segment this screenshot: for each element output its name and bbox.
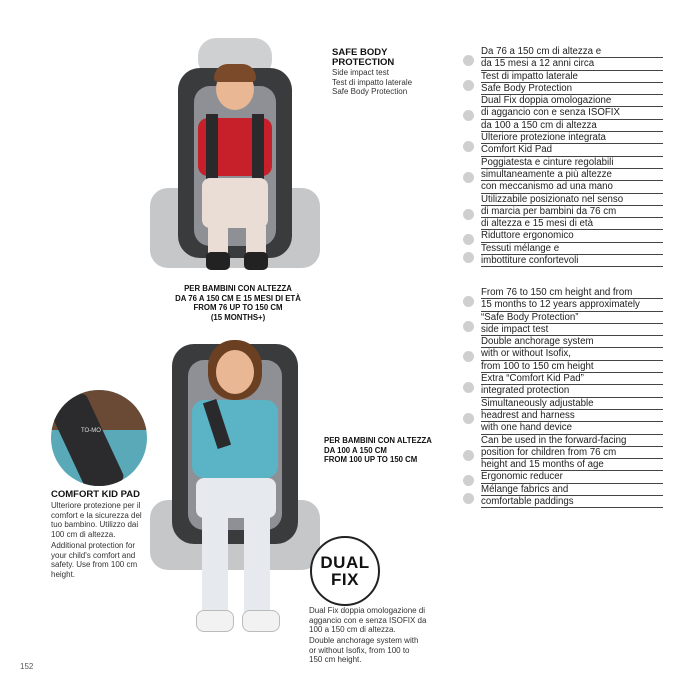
feature-line: con meccanismo ad una mano xyxy=(481,181,663,193)
safe-body-protection-text xyxy=(332,68,442,97)
bullet-icon xyxy=(463,172,474,183)
feature-item xyxy=(463,435,663,472)
feature-line: imbottiture confortevoli xyxy=(481,255,663,267)
feature-line: From 76 to 150 cm height and from xyxy=(481,287,663,299)
bullet-icon xyxy=(463,321,474,332)
feature-item xyxy=(463,46,663,71)
feature-item xyxy=(463,471,663,483)
feature-line: Ergonomic reducer xyxy=(481,471,663,483)
feature-item xyxy=(463,243,663,268)
feature-line: Mélange fabrics and xyxy=(481,484,663,496)
text-line: aggancio con e senza ISOFIX da xyxy=(309,615,427,625)
caption-line: FROM 76 UP TO 150 CM xyxy=(193,303,283,312)
bullet-icon xyxy=(463,450,474,461)
feature-line: from 100 to 150 cm height xyxy=(481,361,663,373)
feature-line: Riduttore ergonomico xyxy=(481,230,663,242)
text-line: comfort e la sicurezza del xyxy=(51,510,142,520)
text-line: 100 cm di altezza. xyxy=(51,529,116,539)
text-line: Test di impatto laterale xyxy=(332,77,413,87)
feature-item xyxy=(463,95,663,132)
feature-list-italian xyxy=(463,46,663,267)
feature-item xyxy=(463,287,663,312)
feature-line: Poggiatesta e cinture regolabili xyxy=(481,157,663,169)
bullet-icon xyxy=(463,80,474,91)
dual-fix-text-it xyxy=(309,606,434,635)
feature-line: Safe Body Protection xyxy=(481,83,663,95)
feature-line: with or without Isofix, xyxy=(481,348,663,360)
comfort-kid-pad-text-en xyxy=(51,541,151,579)
bullet-icon xyxy=(463,296,474,307)
feature-item xyxy=(463,336,663,373)
text-line: height. xyxy=(51,569,76,579)
feature-line: Dual Fix doppia omologazione xyxy=(481,95,663,107)
dual-fix-logo-bottom: FIX xyxy=(331,570,359,589)
feature-line: di marcia per bambini da 76 cm xyxy=(481,206,663,218)
text-line: safety. Use from 100 cm xyxy=(51,560,138,569)
feature-item xyxy=(463,373,663,398)
feature-line: Da 76 a 150 cm di altezza e xyxy=(481,46,663,58)
bullet-icon xyxy=(463,413,474,424)
feature-line: Extra “Comfort Kid Pad” xyxy=(481,373,663,385)
text-line: tuo bambino. Utilizzo dai xyxy=(51,520,139,529)
text-line: Dual Fix doppia omologazione di xyxy=(309,606,426,615)
caption-line: PER BAMBINI CON ALTEZZA xyxy=(184,284,292,293)
feature-line: Ulteriore protezione integrata xyxy=(481,132,663,144)
feature-line: side impact test xyxy=(481,324,663,336)
feature-line: Test di impatto laterale xyxy=(481,71,663,83)
text-line: Additional protection for xyxy=(51,541,136,550)
feature-item xyxy=(463,194,663,231)
top-height-caption xyxy=(158,284,318,322)
feature-line: da 15 mesi a 12 anni circa xyxy=(481,58,663,70)
page-number: 152 xyxy=(20,662,34,671)
feature-line: Can be used in the forward-facing xyxy=(481,435,663,447)
feature-line: Comfort Kid Pad xyxy=(481,144,663,156)
text-line: Safe Body Protection xyxy=(332,87,408,96)
text-line: Double anchorage system with xyxy=(309,636,419,645)
middle-height-caption xyxy=(324,436,444,465)
feature-line: position for children from 76 cm xyxy=(481,447,663,459)
text-line: 100 a 150 cm di altezza. xyxy=(309,625,396,634)
feature-line: Utilizzabile posizionato nel senso xyxy=(481,194,663,206)
bullet-icon xyxy=(463,252,474,263)
bullet-icon xyxy=(463,382,474,393)
feature-item xyxy=(463,484,663,509)
top-car-seat-image xyxy=(150,38,320,278)
bullet-icon xyxy=(463,351,474,362)
bottom-car-seat-image xyxy=(150,340,320,670)
feature-line: Double anchorage system xyxy=(481,336,663,348)
feature-item xyxy=(463,132,663,157)
dual-fix-text-en xyxy=(309,636,434,665)
dual-fix-logo xyxy=(310,536,380,606)
feature-line: integrated protection xyxy=(481,385,663,397)
kid-pad-circle-image xyxy=(51,390,147,486)
text-line: or without Isofix, from 100 to xyxy=(309,645,410,655)
feature-line: di aggancio con e senza ISOFIX xyxy=(481,107,663,119)
feature-item xyxy=(463,71,663,96)
caption-line: PER BAMBINI CON ALTEZZA xyxy=(324,436,432,445)
feature-line: height and 15 months of age xyxy=(481,459,663,471)
kid-pad-label: TO-MO xyxy=(81,428,101,434)
text-line: your child's comfort and xyxy=(51,550,136,560)
caption-line: FROM 100 UP TO 150 CM xyxy=(324,455,418,464)
feature-line: headrest and harness xyxy=(481,410,663,422)
feature-line: Tessuti mélange e xyxy=(481,243,663,255)
caption-line: DA 100 A 150 CM xyxy=(324,445,387,455)
bullet-icon xyxy=(463,141,474,152)
feature-line: “Safe Body Protection” xyxy=(481,312,663,324)
feature-item xyxy=(463,230,663,242)
feature-line: 15 months to 12 years approximately xyxy=(481,299,663,311)
caption-line: (15 MONTHS+) xyxy=(210,312,266,322)
dual-fix-logo-top: DUAL xyxy=(320,553,370,572)
comfort-kid-pad-title: COMFORT KID PAD xyxy=(51,489,141,500)
caption-line: DA 76 A 150 CM E 15 MESI DI ETÀ xyxy=(175,293,301,303)
text-line: Ulteriore protezione per il xyxy=(51,501,141,510)
bullet-icon xyxy=(463,110,474,121)
bullet-icon xyxy=(463,55,474,66)
feature-line: with one hand device xyxy=(481,422,663,434)
feature-line: Simultaneously adjustable xyxy=(481,398,663,410)
feature-line: simultaneamente a più altezze xyxy=(481,169,663,181)
feature-line: comfortable paddings xyxy=(481,496,663,508)
feature-item xyxy=(463,312,663,337)
text-line: Side impact test xyxy=(332,68,389,77)
feature-line: da 100 a 150 cm di altezza xyxy=(481,120,663,132)
bullet-icon xyxy=(463,209,474,220)
text-line: 150 cm height. xyxy=(309,655,362,664)
feature-item xyxy=(463,157,663,194)
bullet-icon xyxy=(463,493,474,504)
feature-item xyxy=(463,398,663,435)
feature-list-english xyxy=(463,287,663,508)
safe-body-protection-title: SAFE BODY PROTECTION xyxy=(332,47,395,68)
comfort-kid-pad-text-it xyxy=(51,501,151,539)
feature-line: di altezza e 15 mesi di età xyxy=(481,218,663,230)
